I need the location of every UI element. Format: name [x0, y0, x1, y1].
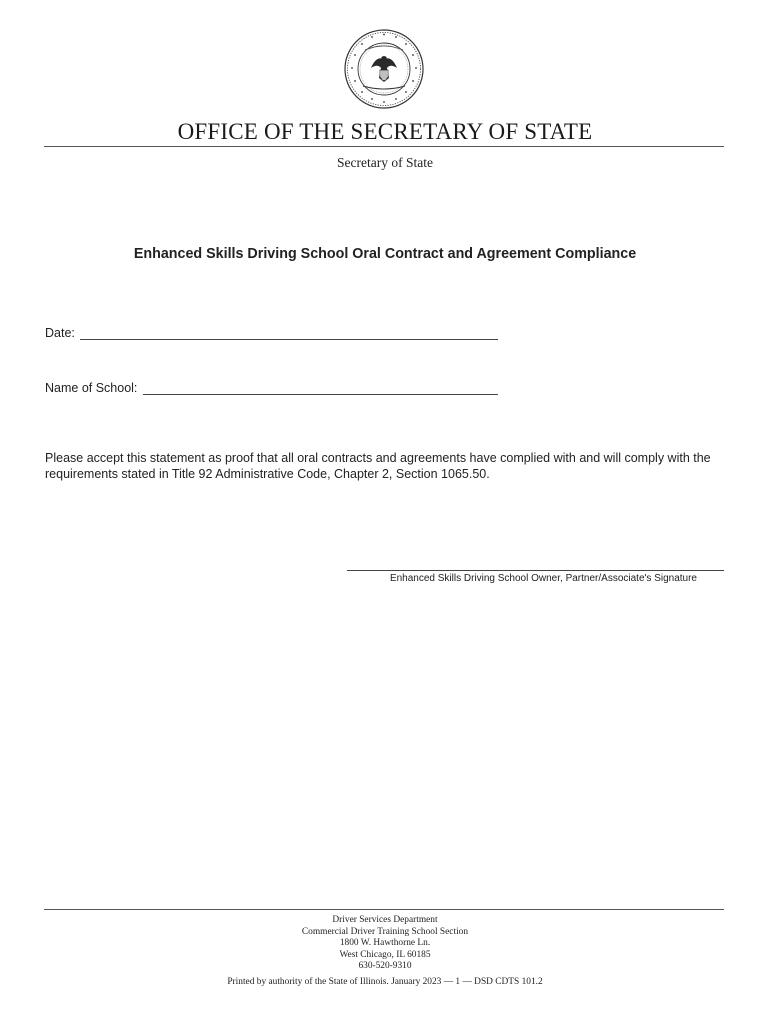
- footer-line: 1800 W. Hawthorne Ln.: [339, 938, 431, 948]
- date-label: Date:: [45, 326, 75, 340]
- date-input-line[interactable]: [80, 327, 498, 340]
- footer-line: 630-520-9310: [358, 961, 412, 971]
- signature-line[interactable]: [347, 570, 724, 571]
- footer-line: Commercial Driver Training School Section: [301, 926, 469, 937]
- footer-address: [0, 915, 770, 973]
- footer-line: West Chicago, IL 60185: [339, 949, 431, 960]
- footer-line: Driver Services Department: [332, 915, 438, 925]
- printed-by-notice: Printed by authority of the State of Illinois. January 2023 — 1 — DSD CDTS 101.2: [227, 977, 543, 987]
- compliance-statement: Please accept this statement as proof that all oral contracts and agreements have complied with and will comply with the requirements stated in Title 92 Administrative Code, Chapter 2, Section 1065.50.: [45, 451, 711, 481]
- signature-caption: Enhanced Skills Driving School Owner, Partner/Associate's Signature: [389, 573, 697, 584]
- office-subtitle: Secretary of State: [337, 155, 433, 170]
- footer-divider: [44, 909, 724, 910]
- date-field: [45, 326, 498, 340]
- office-title: OFFICE OF THE SECRETARY OF STATE: [177, 119, 593, 144]
- school-name-label: Name of School:: [45, 381, 138, 395]
- header-divider: [44, 146, 724, 147]
- school-name-input-line[interactable]: [143, 382, 498, 395]
- state-seal-icon: [343, 28, 425, 110]
- form-title: Enhanced Skills Driving School Oral Contract and Agreement Compliance: [133, 246, 637, 262]
- school-name-field: [45, 381, 498, 395]
